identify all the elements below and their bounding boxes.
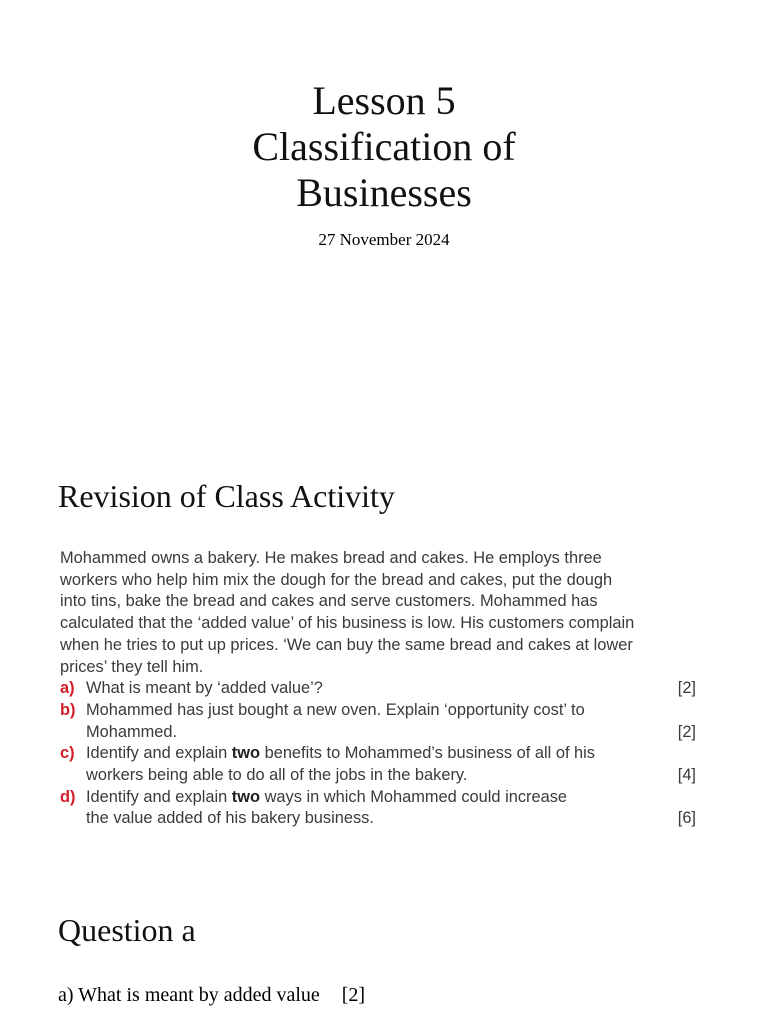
- question-text: [86, 678, 702, 700]
- question-a-prompt: [58, 984, 365, 1007]
- question-letter: a): [60, 679, 75, 698]
- lesson-title: [0, 78, 768, 216]
- question-c: [60, 743, 702, 786]
- question-line: Mohammed has just bought a new oven. Explain ‘opportunity cost’ to: [86, 700, 585, 719]
- question-line: [86, 743, 702, 765]
- question-letter: b): [60, 700, 76, 719]
- question-line: [86, 787, 702, 809]
- emphasis: two: [231, 787, 261, 806]
- question-text: [86, 722, 702, 744]
- title-line-1: Lesson 5: [312, 78, 456, 123]
- question-line: What is meant by ‘added value’?: [86, 679, 323, 698]
- revision-heading: Revision of Class Activity: [58, 478, 395, 514]
- question-d: [60, 787, 702, 830]
- question-text: benefits to Mohammed’s business of all of his: [260, 744, 595, 763]
- question-line: Mohammed.: [86, 722, 178, 741]
- passage-line: workers who help him mix the dough for the bread and cakes, put the dough: [60, 570, 613, 589]
- question-text: Identify and explain: [86, 787, 232, 806]
- passage-line: into tins, bake the bread and cakes and serve customers. Mohammed has: [60, 592, 598, 611]
- emphasis: two: [231, 744, 261, 763]
- question-b: [60, 700, 702, 743]
- question-letter: d): [60, 787, 76, 806]
- question-a-heading: Question a: [58, 912, 196, 948]
- title-line-3: Businesses: [296, 170, 472, 215]
- question-a-mark: [2]: [341, 984, 366, 1006]
- mark-allocation: [6]: [677, 809, 696, 828]
- question-text: workers being able to do all of the jobs in the bakery.: [86, 766, 468, 785]
- passage-line: prices’ they tell him.: [60, 657, 204, 676]
- case-study-passage: [60, 548, 702, 678]
- question-a-text: a) What is meant by added value: [58, 984, 320, 1006]
- question-text: Identify and explain: [86, 744, 232, 763]
- question-letter: c): [60, 744, 75, 763]
- case-study-excerpt: [60, 548, 702, 830]
- title-line-2: Classification of: [252, 124, 516, 169]
- passage-line: calculated that the ‘added value’ of his business is low. His customers complain: [60, 614, 635, 633]
- question-line: [86, 808, 702, 830]
- question-text: ways in which Mohammed could increase: [260, 787, 568, 806]
- mark-allocation: [2]: [677, 722, 696, 741]
- lesson-date: 27 November 2024: [318, 230, 450, 249]
- question-text: the value added of his bakery business.: [86, 809, 374, 828]
- passage-line: Mohammed owns a bakery. He makes bread and cakes. He employs three: [60, 549, 602, 567]
- question-a: [60, 678, 702, 700]
- mark-allocation: [4]: [677, 766, 696, 785]
- mark-allocation: [2]: [677, 679, 696, 698]
- question-line: [86, 765, 702, 787]
- passage-line: when he tries to put up prices. ‘We can buy the same bread and cakes at lower: [60, 635, 633, 654]
